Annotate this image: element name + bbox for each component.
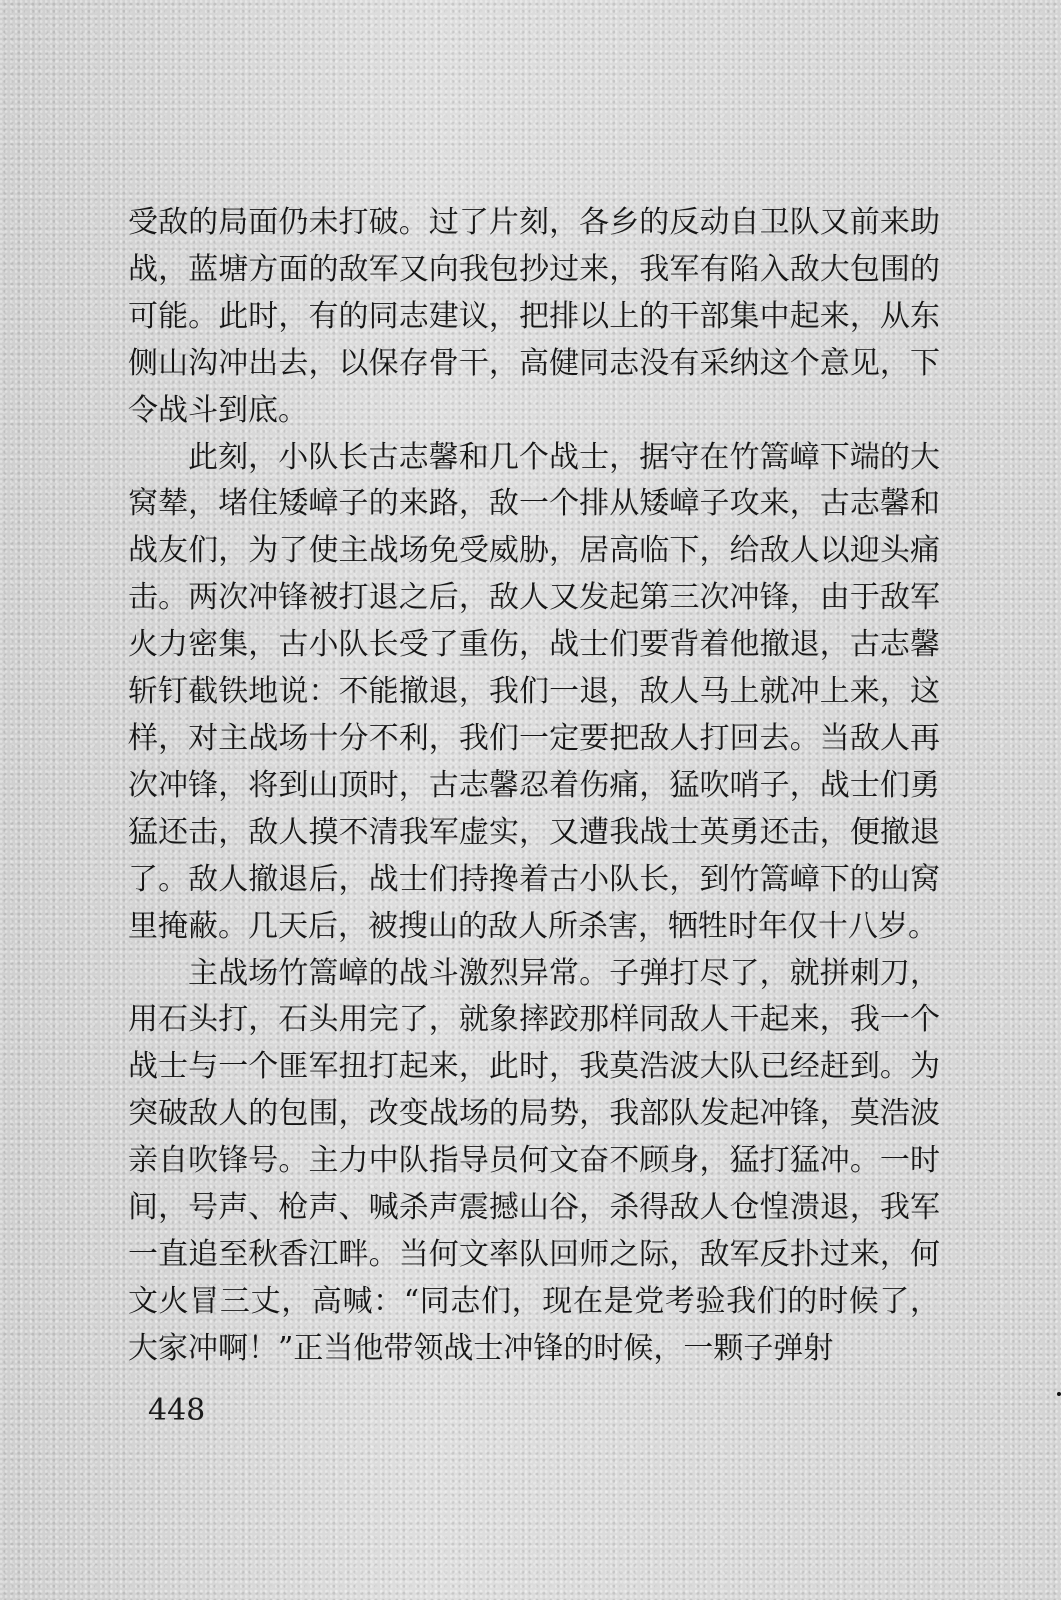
page-number: 448 — [148, 1393, 206, 1428]
scan-speck — [1057, 1392, 1061, 1396]
body-text — [128, 200, 940, 1373]
paragraph-2: 此刻，小队长古志馨和几个战士，据守在竹篙嶂下端的大窝辇，堵住矮嶂子的来路，敌一个排从矮嶂子攻来，古志馨和战友们，为了使主战场免受威胁，居高临下，给敌人以迎头痛击。两次冲锋被打退之后，敌人又发起第三次冲锋，由于敌军火力密集，古小队长受了重伤，战士们要背着他撤退，古志馨斩钉截铁地说：不能撤退，我们一退，敌人马上就冲上来，这样，对主战场十分不利，我们一定要把敌人打回去。当敌人再次冲锋，将到山顶时，古志馨忍着伤痛，猛吹哨子，战士们勇猛还击，敌人摸不清我军虚实，又遭我战士英勇还击，便撤退了。敌人撤退后，战士们持搀着古小队长，到竹篙嶂下的山窝里掩蔽。几天后，被搜山的敌人所杀害，牺牲时年仅十八岁。 — [128, 439, 940, 944]
paragraph-3: 主战场竹篙嶂的战斗激烈异常。子弹打尽了，就拼刺刀，用石头打，石头用完了，就象摔跤那样同敌人干起来，我一个战士与一个匪军扭打起来，此时，我莫浩波大队已经赶到。为突破敌人的包围，改变战场的局势，我部队发起冲锋，莫浩波亲自吹锋号。主力中队指导员何文奋不顾身，猛打猛冲。一时间，号声、枪声、喊杀声震撼山谷，杀得敌人仓惶溃退，我军一直追至秋香江畔。当何文率队回师之际，敌军反扑过来，何文火冒三丈，高喊：“同志们，现在是党考验我们的时候了，大家冲啊！”正当他带领战士冲锋的时候，一颗子弹射 — [128, 955, 940, 1366]
paragraph-1: 受敌的局面仍未打破。过了片刻，各乡的反动自卫队又前来助战，蓝塘方面的敌军又向我包抄过来，我军有陷入敌大包围的可能。此时，有的同志建议，把排以上的干部集中起来，从东侧山沟冲出去，以保存骨干，高健同志没有采纳这个意见，下令战斗到底。 — [128, 205, 940, 428]
